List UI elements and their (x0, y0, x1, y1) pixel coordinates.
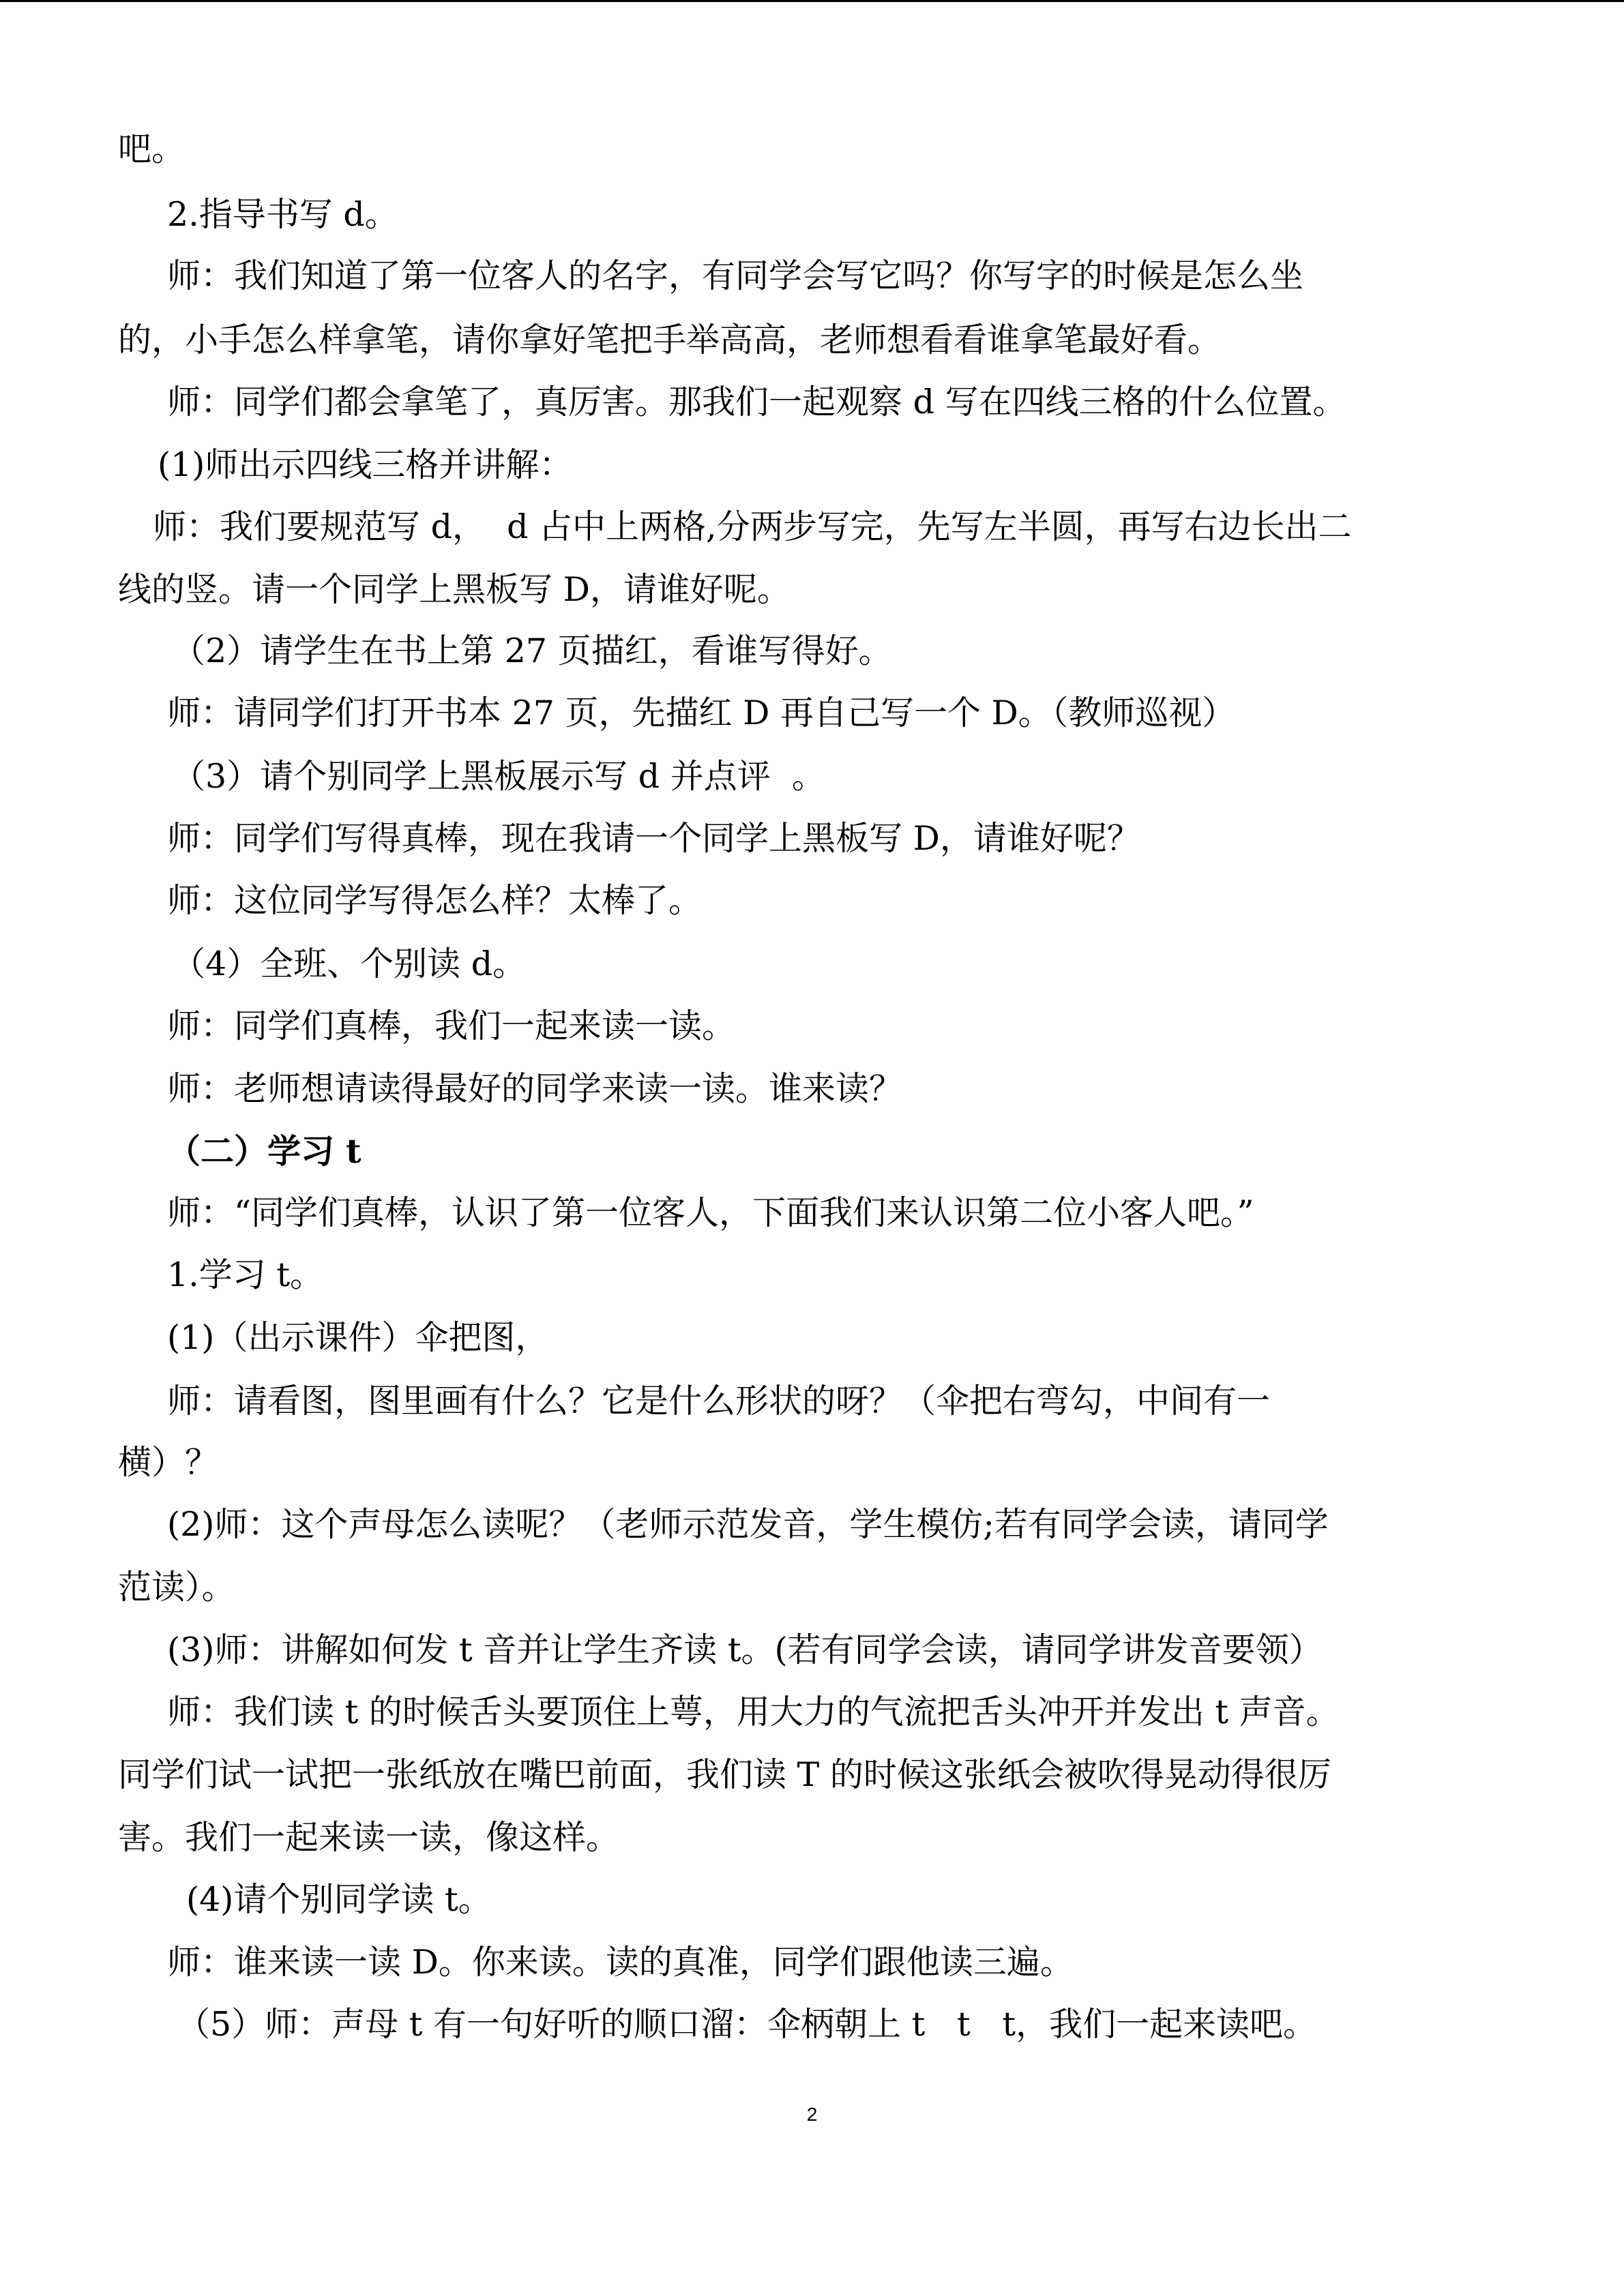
text-line: 师：请看图，图里画有什么？它是什么形状的呀？（伞把右弯勾，中间有一 (167, 1382, 1271, 1420)
text-line: （5）师：声母 t 有一句好听的顺口溜：伞柄朝上 t t t，我们一起来读吧。 (177, 2005, 1317, 2044)
text-line: 师：同学们真棒，我们一起来读一读。 (167, 1007, 736, 1045)
text-line: 害。我们一起来读一读，像这样。 (118, 1818, 620, 1857)
text-line: 师：请同学们打开书本 27 页，先描红 D 再自己写一个 D。（教师巡视） (167, 694, 1236, 732)
text-line: 的，小手怎么样拿笔，请你拿好笔把手举高高，老师想看看谁拿笔最好看。 (118, 320, 1222, 359)
text-line: （2）请学生在书上第 27 页描红，看谁写得好。 (172, 631, 892, 670)
text-line: 师：我们读 t 的时候舌头要顶住上萼，用大力的气流把舌头冲开并发出 t 声音。 (167, 1693, 1340, 1731)
text-line: 横）？ (118, 1443, 219, 1482)
text-line: (3)师：讲解如何发 t 音并让学生齐读 t。(若有同学会读，请同学讲发音要领） (167, 1630, 1323, 1669)
text-line: 师：“同学们真棒，认识了第一位客人，下面我们来认识第二位小客人吧。” (167, 1193, 1254, 1232)
section-heading: （二）学习 t (167, 1131, 361, 1171)
text-line: 范读）。 (118, 1568, 235, 1607)
text-line: 师：同学们都会拿笔了，真厉害。那我们一起观察 d 写在四线三格的什么位置。 (167, 383, 1346, 421)
text-line: 师：谁来读一读 D。你来读。读的真准，同学们跟他读三遍。 (167, 1943, 1074, 1982)
text-line: 同学们试一试把一张纸放在嘴巴前面，我们读 T 的时候这张纸会被吹得晃动得很厉 (118, 1755, 1331, 1794)
text-line: (1)（出示课件）伞把图， (167, 1318, 549, 1357)
top-border-line (0, 0, 1624, 2)
text-line: 师：老师想请读得最好的同学来读一读。谁来读？ (167, 1069, 903, 1108)
text-line: 线的竖。请一个同学上黑板写 D，请谁好呢。 (118, 570, 791, 609)
text-line: (4)请个别同学读 t。 (186, 1880, 492, 1919)
page-number: 2 (806, 2104, 818, 2125)
text-line: (2)师：这个声母怎么读呢？（老师示范发音，学生模仿;若有同学会读，请同学 (167, 1505, 1329, 1544)
text-line: 吧。 (118, 130, 186, 168)
text-line: 师：同学们写得真棒，现在我请一个同学上黑板写 D，请谁好呢？ (167, 819, 1140, 858)
text-line: 1.学习 t。 (167, 1255, 324, 1294)
text-line: 师：我们知道了第一位客人的名字，有同学会写它吗？你写字的时候是怎么坐 (167, 256, 1304, 295)
text-line: 师：我们要规范写 d， d 占中上两格,分两步写完，先写左半圆，再写右边长出二 (153, 507, 1352, 546)
text-line: 师：这位同学写得怎么样？太棒了。 (167, 881, 703, 920)
text-line: (1)师出示四线三格并讲解： (158, 445, 573, 484)
text-line: （3）请个别同学上黑板展示写 d 并点评 。 (172, 757, 825, 796)
text-line: （4）全班、个别读 d。 (172, 944, 527, 983)
text-line: 2.指导书写 d。 (167, 195, 398, 234)
